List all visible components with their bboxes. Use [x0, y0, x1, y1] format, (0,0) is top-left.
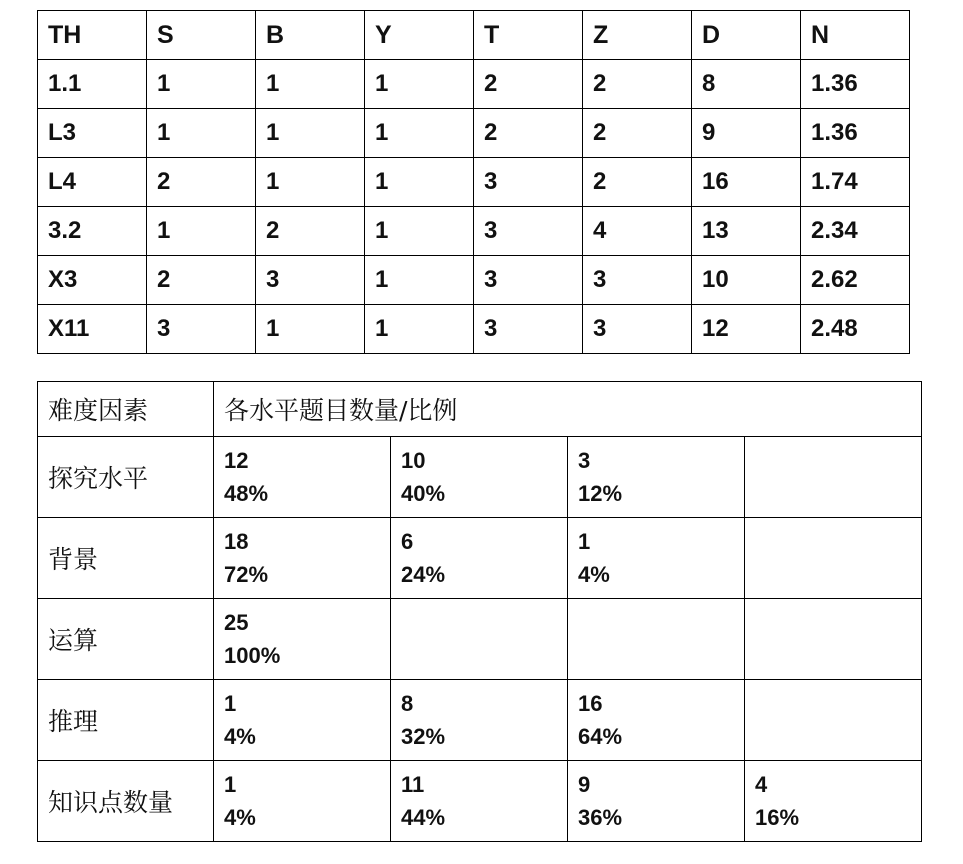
table-cell: 16: [692, 158, 801, 207]
percent: 4%: [224, 724, 256, 749]
question-parameter-table-body: [38, 11, 910, 354]
table-cell: 1: [256, 305, 365, 354]
count: 18: [224, 529, 249, 554]
table-cell: X11: [38, 305, 147, 354]
value-cell: [568, 518, 745, 599]
percent: 40%: [401, 481, 446, 506]
table-cell: L3: [38, 109, 147, 158]
table-cell: 3: [583, 305, 692, 354]
table-cell: 8: [692, 60, 801, 109]
value-cell: [391, 599, 568, 680]
table-cell: 1: [147, 109, 256, 158]
table-cell: 1: [365, 158, 474, 207]
header-cell-d: D: [692, 11, 801, 60]
percent: 100%: [224, 643, 281, 668]
table-cell: 10: [692, 256, 801, 305]
table-cell: X3: [38, 256, 147, 305]
header-cell-th: TH: [38, 11, 147, 60]
table-cell: 1.36: [801, 60, 910, 109]
table-row: [38, 761, 922, 842]
table-cell: 3: [147, 305, 256, 354]
table-cell: 2: [583, 109, 692, 158]
value-cell: [214, 518, 391, 599]
table-cell: 1: [365, 207, 474, 256]
table-cell: 3: [583, 256, 692, 305]
header-cell-y: Y: [365, 11, 474, 60]
header-cell-z: Z: [583, 11, 692, 60]
count: 4: [755, 772, 768, 797]
table-cell: 1.36: [801, 109, 910, 158]
table-cell: 1: [365, 109, 474, 158]
row-label: 知识点数量: [38, 761, 214, 842]
percent: 24%: [401, 562, 446, 587]
value-cell: [745, 761, 922, 842]
percent: 12%: [578, 481, 623, 506]
table-cell: 1: [147, 60, 256, 109]
header-cell-b: B: [256, 11, 365, 60]
percent: 16%: [755, 805, 800, 830]
value-cell: [214, 437, 391, 518]
row-label: 推理: [38, 680, 214, 761]
percent: 4%: [224, 805, 256, 830]
table-row: [38, 60, 910, 109]
table-cell: 3: [474, 207, 583, 256]
table-header-row: [38, 382, 922, 437]
table-cell: 12: [692, 305, 801, 354]
value-cell: [568, 761, 745, 842]
count: 1: [578, 529, 591, 554]
table-cell: 2.34: [801, 207, 910, 256]
table-row: [38, 599, 922, 680]
percent: 32%: [401, 724, 446, 749]
percent: 4%: [578, 562, 610, 587]
value-cell: [214, 680, 391, 761]
table-row: [38, 207, 910, 256]
table-cell: 9: [692, 109, 801, 158]
count: 16: [578, 691, 603, 716]
value-cell: [391, 437, 568, 518]
table-cell: 2: [147, 158, 256, 207]
table-row: [38, 680, 922, 761]
header-label-cell: 难度因素: [38, 382, 214, 437]
table-cell: 1: [365, 60, 474, 109]
count: 9: [578, 772, 591, 797]
value-cell: [568, 437, 745, 518]
value-cell: [745, 599, 922, 680]
table-cell: 2: [583, 60, 692, 109]
row-label: 运算: [38, 599, 214, 680]
percent: 64%: [578, 724, 623, 749]
table-cell: 2: [474, 60, 583, 109]
table-row: [38, 437, 922, 518]
table-cell: 3: [474, 158, 583, 207]
value-cell: [391, 680, 568, 761]
count: 1: [224, 772, 237, 797]
header-cell-s: S: [147, 11, 256, 60]
table-cell: 1: [256, 109, 365, 158]
count: 3: [578, 448, 591, 473]
count: 6: [401, 529, 414, 554]
percent: 36%: [578, 805, 623, 830]
header-cell-t: T: [474, 11, 583, 60]
count: 8: [401, 691, 414, 716]
value-cell: [214, 761, 391, 842]
difficulty-factor-table-body: [38, 382, 922, 842]
header-span-cell: 各水平题目数量/比例: [214, 382, 922, 437]
percent: 72%: [224, 562, 269, 587]
count: 25: [224, 610, 249, 635]
table-cell: 4: [583, 207, 692, 256]
value-cell: [568, 680, 745, 761]
value-cell: [745, 680, 922, 761]
value-cell: [214, 599, 391, 680]
value-cell: [391, 518, 568, 599]
table-cell: 2.48: [801, 305, 910, 354]
table-cell: 1: [256, 158, 365, 207]
value-cell: [745, 437, 922, 518]
question-parameter-table: [37, 10, 910, 354]
table-cell: 3: [256, 256, 365, 305]
table-cell: 2.62: [801, 256, 910, 305]
percent: 44%: [401, 805, 446, 830]
table-header-row: [38, 11, 910, 60]
table-cell: 1: [365, 256, 474, 305]
table-cell: 2: [147, 256, 256, 305]
table-cell: 1.74: [801, 158, 910, 207]
count: 12: [224, 448, 249, 473]
count: 10: [401, 448, 426, 473]
table-cell: 1: [147, 207, 256, 256]
count: 1: [224, 691, 237, 716]
value-cell: [568, 599, 745, 680]
table-row: [38, 109, 910, 158]
table-cell: 13: [692, 207, 801, 256]
row-label: 探究水平: [38, 437, 214, 518]
table-row: [38, 305, 910, 354]
table-row: [38, 256, 910, 305]
table-cell: 2: [583, 158, 692, 207]
table-cell: 1: [256, 60, 365, 109]
table-row: [38, 518, 922, 599]
row-label: 背景: [38, 518, 214, 599]
header-cell-n: N: [801, 11, 910, 60]
difficulty-factor-table: [37, 381, 922, 842]
table-cell: 3: [474, 305, 583, 354]
table-cell: L4: [38, 158, 147, 207]
table-cell: 3.2: [38, 207, 147, 256]
table-cell: 1.1: [38, 60, 147, 109]
table-cell: 3: [474, 256, 583, 305]
value-cell: [391, 761, 568, 842]
table-cell: 1: [365, 305, 474, 354]
table-row: [38, 158, 910, 207]
table-cell: 2: [474, 109, 583, 158]
table-cell: 2: [256, 207, 365, 256]
count: 11: [401, 772, 425, 797]
value-cell: [745, 518, 922, 599]
percent: 48%: [224, 481, 269, 506]
